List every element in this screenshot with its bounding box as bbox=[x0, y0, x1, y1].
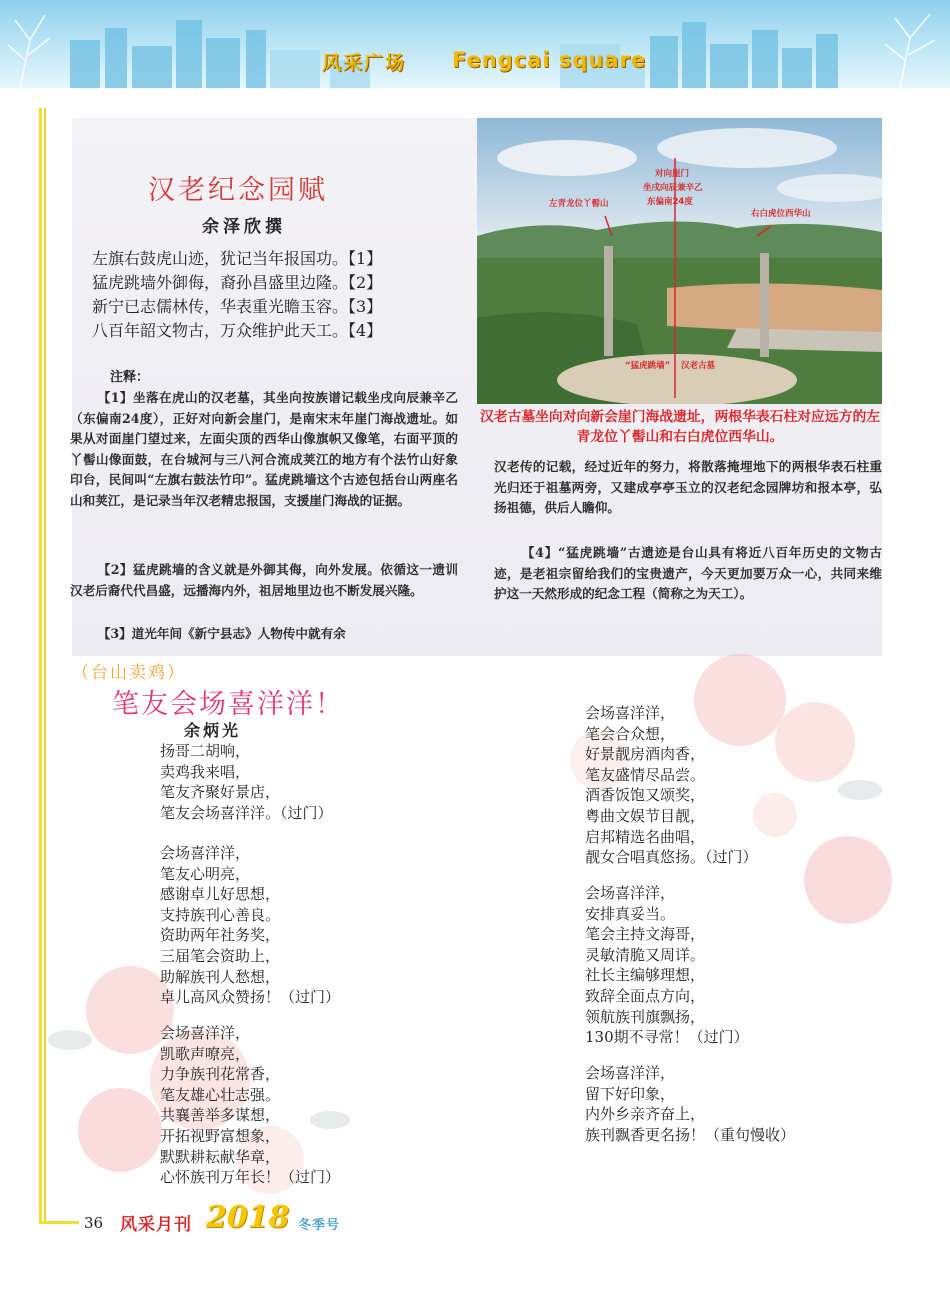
verse-line: 灵敏清脆又周详。 bbox=[585, 945, 706, 964]
stanza-left-2 bbox=[160, 843, 340, 1008]
verse-line: 笔友盛情尽品尝。 bbox=[585, 765, 706, 784]
poem-line: 八百年韶文物古，万众维护此天工。【4】 bbox=[92, 321, 383, 340]
verse-line: 酒香饭饱又颂奖， bbox=[585, 786, 706, 805]
stanza-left-3 bbox=[160, 1023, 340, 1188]
verse-line: 会场喜洋洋， bbox=[585, 1064, 676, 1082]
photo-label-top-1: 对向崖门 bbox=[655, 169, 690, 179]
page-number: 36 bbox=[84, 1214, 104, 1232]
verse-line: 安排真妥当。 bbox=[585, 904, 676, 923]
verse-line: 会场喜洋洋， bbox=[585, 884, 676, 902]
verse-line: 靓女合唱真悠扬。（过门） bbox=[585, 848, 758, 867]
verse-line: 开拓视野富想象， bbox=[160, 1126, 281, 1145]
verse-line: 共襄善举多谋想， bbox=[160, 1106, 281, 1125]
note-1: 【1】坐落在虎山的汉老墓，其坐向按族谱记载坐戌向辰兼辛乙（东偏南24度），正好对向新会崖门，是南宋末年崖门海战遗址。如果从对面崖门望过来，左面尖顶的西华山像旗帜又像笔，右面平顶的丫髻山像面鼓，在台城河与三八河合流成荚江的地方有个法竹山好象印台，民间叫“左旗右鼓法竹印”。猛虎跳墙这个古迹包括台山两座名山和荚江，是记录当年汉老精忠报国，支援崖门海战的证据。 bbox=[70, 390, 458, 508]
stanza-right-1 bbox=[585, 703, 758, 868]
issue-season: 冬季号 bbox=[298, 1218, 341, 1233]
verse-line: 笔友齐聚好景店， bbox=[160, 783, 281, 802]
verse-line: 会场喜洋洋， bbox=[160, 1024, 251, 1042]
photo-caption: 汉老古墓坐向对向新会崖门海战遗址，两根华表石柱对应远方的左青龙位丫髻山和右白虎位西华山。 bbox=[479, 409, 881, 445]
stanza-left-1 bbox=[160, 741, 333, 823]
verse-line: 资助两年社务奖， bbox=[160, 926, 281, 945]
verse-line: 凯歌声嘹亮， bbox=[160, 1044, 251, 1063]
verse-line: 力争族刊花常香， bbox=[160, 1065, 281, 1084]
verse-line: 心怀族刊万年长！（过门） bbox=[160, 1168, 341, 1187]
photo-label-top-3: 东偏南24度 bbox=[647, 197, 693, 207]
poem-author: 余炳光 bbox=[184, 721, 242, 740]
issue-year: 2018 bbox=[206, 1200, 290, 1235]
article-author: 余泽欣撰 bbox=[202, 217, 286, 237]
verse-line: 好景靓房酒肉香， bbox=[585, 745, 706, 764]
verse-line: 支持族刊心善良。 bbox=[160, 905, 281, 924]
verse-line: 笔会合众想， bbox=[585, 724, 676, 743]
note-4: 【4】“猛虎跳墙”古遗迹是台山具有将近八百年历史的文物古迹，是老祖宗留给我们的宝贵遗产，今天更加要万众一心，共同来维护这一天然形成的纪念工程（简称之为天工）。 bbox=[494, 545, 882, 601]
verse-line: 130期不寻常！（过门） bbox=[585, 1028, 749, 1047]
verse-line: 会场喜洋洋， bbox=[160, 844, 251, 862]
poem-title: 笔友会场喜洋洋！ bbox=[112, 689, 344, 720]
verse-line: 启邦精选名曲唱， bbox=[585, 827, 706, 846]
verse-line: 默默耕耘献华章， bbox=[160, 1147, 281, 1166]
verse-line: 族刊飘香更名扬！（重句慢收） bbox=[585, 1125, 796, 1144]
section-title-en: Fengcai square bbox=[452, 48, 647, 72]
verse-line: 笔友会场喜洋洋。（过门） bbox=[160, 803, 333, 822]
verse-line: 卖鸡我来唱， bbox=[160, 762, 251, 781]
photo-label-left: 左青龙位丫髻山 bbox=[549, 199, 609, 209]
magazine-name: 风采月刊 bbox=[120, 1215, 192, 1235]
stanza-right-3 bbox=[585, 1063, 795, 1145]
verse-line: 会场喜洋洋， bbox=[585, 704, 676, 722]
photo-label-tomb: 汉老古墓 bbox=[681, 361, 716, 371]
verse-line: 粤曲文娱节目靓， bbox=[585, 806, 706, 825]
verse-line: 领航族刊旗飘扬， bbox=[585, 1007, 706, 1026]
verse-line: 三届笔会资助上， bbox=[160, 946, 281, 965]
verse-line: 内外乡亲齐奋上， bbox=[585, 1105, 706, 1124]
note-3: 【3】道光年间《新宁县志》人物传中就有余 bbox=[97, 626, 346, 641]
photo-label-wall: “猛虎跳墙” bbox=[625, 361, 671, 371]
verse-line: 卓儿高风众赞扬！（过门） bbox=[160, 988, 341, 1007]
photo-label-right: 右白虎位西华山 bbox=[751, 209, 811, 219]
poem-line: 新宁已志儒林传，华表重光瞻玉容。【3】 bbox=[92, 297, 383, 316]
stanza-right-2 bbox=[585, 883, 749, 1048]
note-2: 【2】猛虎跳墙的含义就是外御其侮，向外发展。依循这一遗训汉老后裔代代昌盛，远播海内外，祖居地里边也不断发展兴隆。 bbox=[70, 562, 458, 598]
verse-line: 留下好印象， bbox=[585, 1084, 676, 1103]
verse-line: 社长主编够理想， bbox=[585, 966, 706, 985]
verse-line: 致辞全面点方向， bbox=[585, 986, 706, 1005]
section-title-cn: 风采广场 bbox=[322, 52, 407, 74]
verse-line: 助解族刊人愁想， bbox=[160, 967, 281, 986]
poem-line: 左旗右鼓虎山迹，犹记当年报国功。【1】 bbox=[92, 249, 383, 268]
verse-line: 笔友心明亮， bbox=[160, 864, 251, 883]
verse-line: 笔友雄心壮志强。 bbox=[160, 1085, 281, 1104]
photo-label-top-2: 坐戌向辰兼辛乙 bbox=[643, 183, 703, 193]
section-tag: （台山卖鸡） bbox=[72, 663, 186, 683]
article-title: 汉老纪念园赋 bbox=[148, 175, 328, 206]
verse-line: 扬哥二胡响， bbox=[160, 742, 251, 760]
continued-text: 汉老传的记载，经过近年的努力，将散落掩埋地下的两根华表石柱重光归还于祖墓两旁，又建成亭亭玉立的汉老纪念园牌坊和报本亭，弘扬祖德，供后人瞻仰。 bbox=[494, 459, 882, 515]
verse-line: 感谢卓儿好思想， bbox=[160, 885, 281, 904]
verse-line: 笔会主持文海哥， bbox=[585, 925, 706, 944]
poem-line: 猛虎跳墙外御侮，裔孙昌盛里边隆。【2】 bbox=[92, 273, 383, 292]
notes-label: 注释： bbox=[110, 370, 150, 385]
